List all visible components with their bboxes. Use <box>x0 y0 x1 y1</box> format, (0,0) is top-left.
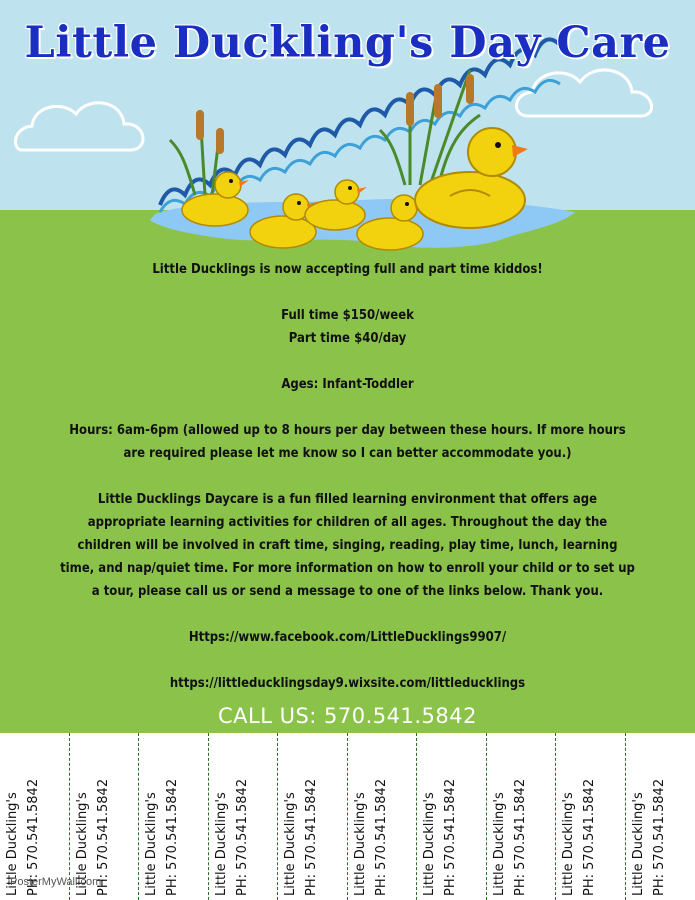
tab-text <box>558 736 600 896</box>
tab-phone: PH: 570.541.5842 <box>165 778 180 896</box>
tear-off-tab[interactable] <box>139 733 209 900</box>
cloud-icon <box>516 70 651 116</box>
tear-off-tab[interactable] <box>417 733 487 900</box>
hours-line: Hours: 6am-6pm (allowed up to 8 hours per day between these hours. If more hours are required please let me know so I can better accommodate you.) <box>69 423 626 461</box>
tab-name: Little Duckling's <box>352 792 368 896</box>
tab-name: Little Duckling's <box>283 792 298 896</box>
tab-text <box>350 736 392 896</box>
tear-off-tab[interactable] <box>348 733 418 900</box>
tab-name: Little Duckling's <box>561 792 576 896</box>
tab-name: Little Duckling's <box>630 792 646 896</box>
tear-off-tab[interactable] <box>70 733 140 900</box>
tear-off-strip <box>0 733 695 900</box>
facebook-link[interactable]: Https://www.facebook.com/LittleDucklings9907/ <box>188 630 507 645</box>
tab-name: Little Duckling's <box>74 792 90 896</box>
tab-phone: PH: 570.541.5842 <box>651 778 667 896</box>
accepting-line: Little Ducklings is now accepting full and part time kiddos! <box>152 262 543 277</box>
tab-name: Little Duckling's <box>213 792 229 896</box>
part-time-price: Part time $40/day <box>288 331 407 346</box>
tab-text <box>489 736 531 896</box>
tab-text <box>72 736 114 896</box>
cloud-icon <box>15 103 143 150</box>
description: Little Ducklings Daycare is a fun filled learning environment that offers age appropriate learning activities for children of all ages. Throughout the day the children will be involved in craft time, singing, reading, play time, lunch, learning time, and nap/quiet time. For more information on how to enroll your child or to set up a tour, please call us or send a message to one of the links below. Thank you. <box>60 492 635 599</box>
tab-text <box>419 736 461 896</box>
tab-text <box>141 736 183 896</box>
tear-off-tab[interactable] <box>278 733 348 900</box>
tab-phone: PH: 570.541.5842 <box>26 778 41 896</box>
poster-body <box>60 258 635 695</box>
tab-phone: PH: 570.541.5842 <box>234 778 250 896</box>
tab-name: Little Duckling's <box>144 792 159 896</box>
call-us: CALL US: 570.541.5842 <box>217 704 477 728</box>
tear-off-tab[interactable] <box>626 733 695 900</box>
website-link[interactable]: https://littleducklingsday9.wixsite.com/littleducklings <box>169 676 526 691</box>
tab-text <box>2 736 44 896</box>
tab-phone: PH: 570.541.5842 <box>443 778 458 896</box>
tab-phone: PH: 570.541.5842 <box>373 778 389 896</box>
tab-text <box>280 736 322 896</box>
duck-icon <box>305 180 367 230</box>
tab-name: Little Duckling's <box>422 792 437 896</box>
tab-phone: PH: 570.541.5842 <box>512 778 528 896</box>
tear-off-tab[interactable] <box>556 733 626 900</box>
tab-text <box>211 736 253 896</box>
tab-name: Little Duckling's <box>491 792 507 896</box>
tab-phone: PH: 570.541.5842 <box>95 778 111 896</box>
poster-title: Little Duckling's Day Care <box>24 18 671 68</box>
watermark: PosterMyWall.com <box>10 876 102 888</box>
tear-off-tab[interactable] <box>209 733 279 900</box>
tear-off-tab[interactable] <box>487 733 557 900</box>
tab-phone: PH: 570.541.5842 <box>304 778 319 896</box>
ages-line: Ages: Infant-Toddler <box>281 377 414 392</box>
full-time-price: Full time $150/week <box>281 308 414 323</box>
tab-phone: PH: 570.541.5842 <box>582 778 597 896</box>
tab-name: Little Duckling's <box>5 792 20 896</box>
tear-off-tab[interactable] <box>0 733 70 900</box>
tab-text <box>628 736 670 896</box>
